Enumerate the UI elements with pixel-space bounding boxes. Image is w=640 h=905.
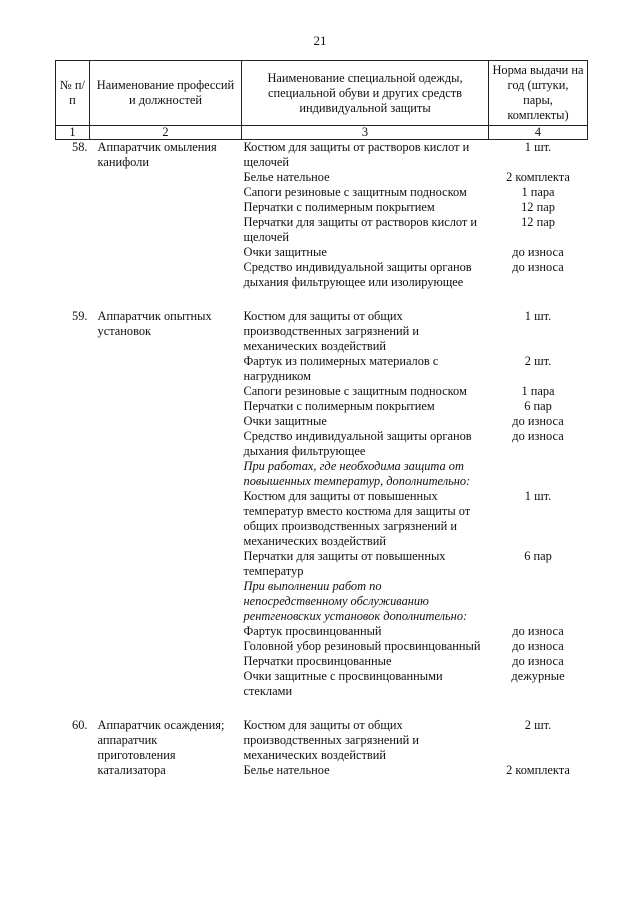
column-index-4: 4	[489, 126, 588, 140]
row-number: 59.	[72, 309, 88, 323]
equipment-item	[242, 260, 588, 290]
equipment-name: Белье нательное	[243, 170, 330, 184]
equipment-name: Костюм для защиты от растворов кислот и щелочей	[243, 140, 470, 169]
row-number: 58.	[72, 140, 88, 154]
issue-norm	[489, 459, 588, 489]
equipment-name: Очки защитные с просвинцованными стеклами	[243, 669, 443, 698]
header-profession: Наименование профессий и должностей	[90, 61, 242, 126]
column-index-1: 1	[56, 126, 90, 140]
column-index-2: 2	[90, 126, 242, 140]
issue-norm: до износа	[512, 429, 564, 443]
equipment-name: Костюм для защиты от общих производственных загрязнений и механических воздействий	[243, 309, 420, 353]
header-number: № п/п	[56, 61, 90, 126]
equipment-name: Сапоги резиновые с защитным подноском	[243, 185, 467, 199]
equipment-item	[242, 384, 588, 399]
equipment-name: Перчатки для защиты от растворов кислот и щелочей	[243, 215, 478, 244]
equipment-name: Очки защитные	[243, 245, 327, 259]
condition-note: При выполнении работ по непосредственному обслуживанию рентгеновских установок дополнительно:	[243, 579, 468, 623]
issue-norm: 2 комплекта	[506, 763, 570, 777]
equipment-item	[242, 200, 588, 215]
equipment-name: Перчатки с полимерным покрытием	[243, 200, 435, 214]
issue-norm: 1 пара	[521, 384, 555, 398]
equipment-item	[242, 639, 588, 654]
table-row	[56, 309, 588, 699]
issue-norm: 1 шт.	[524, 309, 552, 323]
equipment-name: Перчатки с полимерным покрытием	[243, 399, 435, 413]
equipment-item	[242, 763, 588, 778]
condition-note: При работах, где необходима защита от повышенных температур, дополнительно:	[243, 459, 471, 488]
issue-norm: до износа	[512, 414, 564, 428]
equipment-item	[242, 185, 588, 200]
issue-norm: дежурные	[511, 669, 565, 683]
equipment-item	[242, 429, 588, 459]
equipment-item	[242, 489, 588, 549]
equipment-item	[242, 414, 588, 429]
profession-name: Аппаратчик осаждения; аппаратчик приготовления катализатора	[97, 718, 225, 777]
issue-norm: 2 шт.	[524, 354, 552, 368]
equipment-item	[242, 669, 588, 699]
issue-norm: до износа	[512, 624, 564, 638]
equipment-name: Средство индивидуальной защиты органов дыхания фильтрующее	[243, 429, 472, 458]
profession-name: Аппаратчик опытных установок	[97, 309, 212, 338]
issue-norm: 2 шт.	[524, 718, 552, 732]
issue-norm: до износа	[512, 654, 564, 668]
issue-norm: 12 пар	[521, 215, 555, 229]
issue-norm: 1 шт.	[524, 489, 552, 503]
issue-norm: до износа	[512, 260, 564, 274]
issue-norm: 1 шт.	[524, 140, 552, 154]
equipment-item	[242, 459, 588, 489]
equipment-item	[242, 654, 588, 669]
equipment-name: Костюм для защиты от повышенных температур вместо костюма для защиты от общих производственных загрязнений и механических воздействий	[243, 489, 471, 548]
equipment-item	[242, 215, 588, 245]
equipment-name: Средство индивидуальной защиты органов дыхания фильтрующее или изолирующее	[243, 260, 472, 289]
equipment-item	[242, 245, 588, 260]
header-equipment: Наименование специальной одежды, специальной обуви и других средств индивидуальной защиты	[242, 61, 489, 126]
equipment-item	[242, 624, 588, 639]
equipment-name: Белье нательное	[243, 763, 330, 777]
row-number: 60.	[72, 718, 88, 732]
equipment-name: Сапоги резиновые с защитным подноском	[243, 384, 467, 398]
equipment-name: Перчатки просвинцованные	[243, 654, 392, 668]
profession-name: Аппаратчик омыления канифоли	[97, 140, 217, 169]
equipment-item	[242, 579, 588, 624]
table-row	[56, 718, 588, 778]
issue-norm: 12 пар	[521, 200, 555, 214]
equipment-item	[242, 718, 588, 763]
equipment-list	[242, 309, 588, 699]
issue-norm: 2 комплекта	[506, 170, 570, 184]
equipment-item	[242, 549, 588, 579]
equipment-name: Очки защитные	[243, 414, 327, 428]
issue-norm: 6 пар	[524, 399, 552, 413]
equipment-name: Фартук просвинцованный	[243, 624, 382, 638]
table-row	[56, 140, 588, 291]
equipment-name: Головной убор резиновый просвинцованный	[243, 639, 481, 653]
issue-norm	[489, 579, 588, 624]
equipment-name: Фартук из полимерных материалов с нагрудником	[243, 354, 439, 383]
issue-norm: 6 пар	[524, 549, 552, 563]
equipment-item	[242, 170, 588, 185]
equipment-list	[242, 718, 588, 778]
issue-norm: до износа	[512, 245, 564, 259]
issue-norm: до износа	[512, 639, 564, 653]
column-index-3: 3	[242, 126, 489, 140]
equipment-item	[242, 140, 588, 170]
page-number: 21	[313, 33, 327, 48]
equipment-name: Перчатки для защиты от повышенных температур	[243, 549, 446, 578]
ppe-norms-table	[55, 60, 588, 778]
equipment-item	[242, 309, 588, 354]
equipment-list	[242, 140, 588, 291]
equipment-item	[242, 354, 588, 384]
header-norm: Норма выдачи на год (штуки, пары, комплекты)	[489, 61, 588, 126]
issue-norm: 1 пара	[521, 185, 555, 199]
equipment-item	[242, 399, 588, 414]
equipment-name: Костюм для защиты от общих производственных загрязнений и механических воздействий	[243, 718, 420, 762]
table-body	[56, 140, 588, 779]
